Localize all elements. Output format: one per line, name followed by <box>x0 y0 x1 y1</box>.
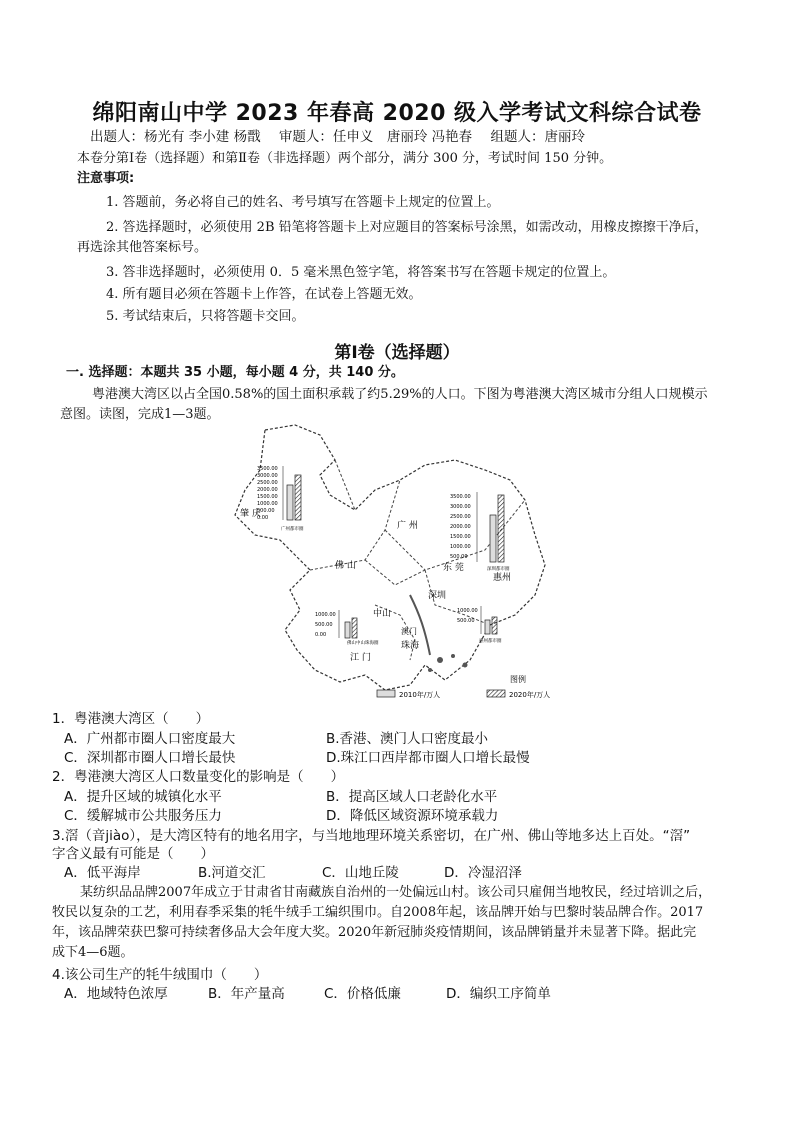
axis-tick-label: 2000.00 <box>450 524 471 530</box>
axis-tick-label: 500.00 <box>257 508 275 514</box>
option: C．价格低廉 <box>324 986 401 1002</box>
bar-2020 <box>352 618 357 638</box>
axis-tick-label: 500.00 <box>450 554 468 560</box>
notice-item: 3. 答非选择题时，必须使用 0．5 毫米黑色签字笔，将答案书写在答题卡规定的位置上。 <box>106 265 616 280</box>
axis-tick-label: 500.00 <box>457 618 475 624</box>
axis-tick-label: 500.00 <box>315 622 333 628</box>
chart-label: 广州都市圈 <box>281 527 304 532</box>
axis-tick-label: 1000.00 <box>457 608 478 614</box>
city-label: 中山 <box>373 609 392 619</box>
option: C．深圳都市圈人口增长最快 <box>64 750 236 766</box>
chart-label: 佛山中山珠海圈 <box>347 641 379 646</box>
legend-swatch-2010 <box>377 690 395 697</box>
axis-tick-label: 0.00 <box>257 515 269 521</box>
city-label: 东 莞 <box>443 563 464 573</box>
bar-2020 <box>295 475 301 520</box>
axis-tick-label: 1000.00 <box>257 501 278 507</box>
city-label: 江 门 <box>350 653 371 663</box>
city-label: 澳门 <box>401 627 417 636</box>
chart-label: 惠州都市圈 <box>479 639 502 644</box>
volume-title: 第Ⅰ卷（选择题） <box>334 343 460 363</box>
option: B．提高区域人口老龄化水平 <box>326 789 498 805</box>
city-label: 深圳 <box>428 591 447 601</box>
question-3: 3.滘（音jiào），是大湾区特有的地名用字，与当地地理环境关系密切，在广州、佛山等地多达上百处。“滘” <box>52 828 691 844</box>
section-title: 一. 选择题：本题共 35 小题，每小题 4 分，共 140 分。 <box>66 365 404 380</box>
bar-2020 <box>498 495 504 562</box>
setter-text: 出题人：杨光有 李小建 杨戬 <box>90 129 261 145</box>
bar-2010 <box>287 485 293 520</box>
chart-zhaoqing <box>257 466 304 532</box>
legend-title: 图例 <box>510 675 526 684</box>
question-4-options <box>64 985 551 1003</box>
legend-label: 2010年/万人 <box>399 691 441 699</box>
city-label: 佛 山 <box>335 561 356 571</box>
axis-tick-label: 1000.00 <box>315 612 336 618</box>
axis-tick-label: 0.00 <box>315 632 327 638</box>
question-2: 2．粤港澳大湾区人口数量变化的影响是（ ） <box>52 769 345 785</box>
option: A．地域特色浓厚 <box>64 986 168 1002</box>
axis-tick-label: 3500.00 <box>450 494 471 500</box>
city-label: 珠海 <box>401 641 420 651</box>
option: A．广州都市圈人口密度最大 <box>64 731 236 747</box>
bar-2010 <box>345 622 350 638</box>
question-1: 1．粤港澳大湾区（ ） <box>52 711 210 727</box>
notice-heading: 注意事项: <box>77 171 135 186</box>
bar-2010 <box>485 620 490 634</box>
notice-item: 4. 所有题目必须在答题卡上作答，在试卷上答题无效。 <box>106 287 422 302</box>
axis-tick-label: 2500.00 <box>450 514 471 520</box>
axis-tick-label: 1000.00 <box>450 544 471 550</box>
option: B.香港、澳门人口密度最小 <box>326 731 489 747</box>
axis-tick-label: 3000.00 <box>257 473 278 479</box>
notice-item: 2. 答选择题时，必须使用 2B 铅笔将答题卡上对应题目的答案标号涂黑，如需改动，用橡皮擦擦干净后， <box>106 220 708 235</box>
passage-line: 粤港澳大湾区以占全国0.58%的国土面积承载了约5.29%的人口。下图为粤港澳大湾区城市分组人口规模示 <box>92 387 708 402</box>
chart-label: 深圳都市圈 <box>487 567 510 572</box>
notice-item: 1. 答题前，务必将自己的姓名、考号填写在答题卡上规定的位置上。 <box>106 195 500 210</box>
notice-item: 再选涂其他答案标号。 <box>77 240 208 255</box>
option: A．低平海岸 <box>64 865 141 881</box>
option: B.河道交汇 <box>198 865 266 881</box>
question-3-options <box>64 864 522 882</box>
chart-jiangmen <box>315 610 379 646</box>
axis-tick-label: 1500.00 <box>450 534 471 540</box>
passage-line: 成下4—6题。 <box>52 945 134 960</box>
axis-tick-label: 3500.00 <box>257 466 278 472</box>
option: D．编织工序简单 <box>446 986 551 1002</box>
exam-intro: 本卷分第Ⅰ卷（选择题）和第Ⅱ卷（非选择题）两个部分，满分 300 分，考试时间 150 分钟。 <box>77 151 613 166</box>
city-label: 广 州 <box>397 521 418 531</box>
exam-title: 绵阳南山中学 2023 年春高 2020 级入学考试文科综合试卷 <box>92 101 702 126</box>
option: D．冷湿沼泽 <box>444 865 522 881</box>
reviewer-text: 审题人：任申义 唐丽玲 冯艳春 <box>278 129 473 145</box>
passage-line: 年，该品牌荣获巴黎可持续奢侈品大会年度大奖。2020年新冠肺炎疫情期间，该品牌销量并未显著下降。据此完 <box>52 925 697 940</box>
axis-tick-label: 2000.00 <box>257 487 278 493</box>
notice-item: 5. 考试结束后，只将答题卡交回。 <box>106 309 305 324</box>
organizer-text: 组题人：唐丽玲 <box>490 129 585 145</box>
option: C．缓解城市公共服务压力 <box>64 808 222 824</box>
option: B．年产量高 <box>208 986 285 1002</box>
greater-bay-area-map <box>225 420 585 705</box>
bar-2020 <box>492 617 497 634</box>
option: A．提升区域的城镇化水平 <box>64 789 222 805</box>
option: D．降低区域资源环境承载力 <box>326 808 499 824</box>
legend-swatch-2020 <box>487 690 505 697</box>
option: D.珠江口西岸都市圈人口增长最慢 <box>326 750 530 766</box>
passage-line: 牧民以复杂的工艺，利用春季采集的牦牛绒手工编织围巾。自2008年起，该品牌开始与巴黎时装品牌合作。2017 <box>52 905 704 920</box>
question-3-cont: 字含义最有可能是（ ） <box>52 846 214 862</box>
question-4: 4.该公司生产的牦牛绒围巾（ ） <box>52 967 268 983</box>
chart-hongkong <box>457 606 502 644</box>
chart-shenzhen <box>450 492 510 572</box>
axis-tick-label: 3000.00 <box>450 504 471 510</box>
city-label: 惠州 <box>493 573 512 583</box>
city-label: 肇 庆 <box>240 509 261 519</box>
axis-tick-label: 1500.00 <box>257 494 278 500</box>
axis-tick-label: 2500.00 <box>257 480 278 486</box>
passage-line: 某纺织品品牌2007年成立于甘肃省甘南藏族自治州的一处偏远山村。该公司只雇佣当地牧民，经过培训之后， <box>80 885 712 900</box>
passage-line: 意图。读图，完成1—3题。 <box>60 407 220 422</box>
staff-line <box>90 128 599 146</box>
option: C．山地丘陵 <box>322 865 399 881</box>
bar-2010 <box>490 515 496 562</box>
legend-label: 2020年/万人 <box>509 691 551 699</box>
